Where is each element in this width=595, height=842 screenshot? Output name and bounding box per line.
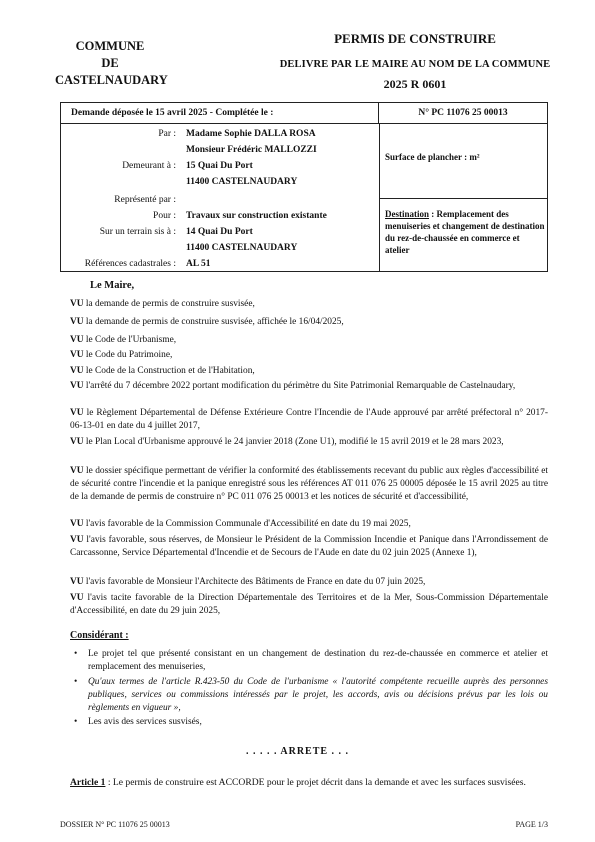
vu-item bbox=[70, 380, 548, 393]
vu-item bbox=[70, 334, 548, 347]
commune-line3: CASTELNAUDARY bbox=[55, 73, 168, 87]
vu-prefix: VU bbox=[70, 408, 84, 418]
considerant-item bbox=[74, 648, 548, 674]
demande-header bbox=[60, 102, 548, 124]
par-value-2: Monsieur Frédéric MALLOZZI bbox=[186, 145, 317, 155]
vu-item bbox=[70, 349, 548, 362]
considerant-title: Considérant : bbox=[70, 630, 129, 641]
represente-label: Représenté par : bbox=[114, 195, 176, 205]
vu-text: le Code de la Construction et de l'Habitation, bbox=[83, 366, 255, 376]
vu-prefix: VU bbox=[70, 519, 84, 529]
details-table bbox=[60, 124, 548, 272]
vu-prefix: VU bbox=[70, 350, 84, 360]
vu-prefix: VU bbox=[70, 535, 84, 545]
permis-number: 2025 R 0601 bbox=[383, 77, 447, 91]
vu-text: la demande de permis de construire susvisée, bbox=[83, 299, 255, 309]
demeurant-value-2: 11400 CASTELNAUDARY bbox=[186, 177, 298, 187]
considerant-text: Le projet tel que présenté consistant en un changement de destination du rez-de-chaussée en commerce et atelier et remplacement des menuiseries, bbox=[88, 649, 548, 672]
footer-page: PAGE 1/3 bbox=[515, 820, 548, 829]
vu-item bbox=[70, 534, 548, 560]
vu-prefix: VU bbox=[70, 381, 84, 391]
surface-plancher: Surface de plancher : m² bbox=[385, 152, 480, 162]
vu-prefix: VU bbox=[70, 317, 84, 327]
pc-number: N° PC 11076 25 00013 bbox=[418, 108, 508, 118]
pour-label: Pour : bbox=[153, 211, 176, 221]
vu-text: l'avis favorable de la Commission Communale d'Accessibilité en date du 19 mai 2025, bbox=[83, 519, 411, 529]
bullet-icon: • bbox=[74, 717, 78, 727]
vu-prefix: VU bbox=[70, 466, 84, 476]
vu-item bbox=[70, 518, 548, 531]
vu-item bbox=[70, 298, 548, 311]
permis-subtitle: DELIVRE PAR LE MAIRE AU NOM DE LA COMMUNE bbox=[279, 59, 551, 70]
arrete-heading: . . . . . ARRETE . . . bbox=[245, 746, 350, 757]
par-value-1: Madame Sophie DALLA ROSA bbox=[186, 129, 316, 139]
vu-text: le Plan Local d'Urbanisme approuvé le 24 janvier 2018 (Zone U1), modifié le 15 avril 2019 et le 28 mars 2023, bbox=[83, 437, 504, 447]
destination-label: Destination bbox=[385, 209, 430, 219]
permis-title-block bbox=[250, 30, 580, 92]
vu-text: l'avis favorable, sous réserves, de Monsieur le Président de la Commission Incendie et Panique dans l'Arrondissement de Carcassonne, Service Départemental d'Incendie et de Secours de l'Aude en date du 02 juin 2025 (Annexe 1), bbox=[70, 535, 548, 558]
vu-text: l'avis tacite favorable de la Direction Départementale des Territoires et de la Mer, Sous-Commission Départementale d'Accessibilité, en date du 29 juin 2025, bbox=[70, 593, 548, 616]
vu-item bbox=[70, 576, 548, 589]
references-label: Références cadastrales : bbox=[84, 259, 176, 269]
demeurant-value-1: 15 Quai Du Port bbox=[186, 161, 253, 171]
terrain-label: Sur un terrain sis à : bbox=[99, 227, 176, 237]
considerant-item bbox=[74, 716, 548, 729]
bullet-icon: • bbox=[74, 649, 78, 659]
vu-prefix: VU bbox=[70, 299, 84, 309]
destination-value: : Remplacement des menuiseries et changement de destination du rez-de-chaussée en commerce et atelier bbox=[385, 209, 545, 255]
commune-line1: COMMUNE bbox=[75, 39, 145, 53]
vu-prefix: VU bbox=[70, 593, 84, 603]
vu-prefix: VU bbox=[70, 335, 84, 345]
commune-name bbox=[55, 38, 168, 89]
vu-text: le Code de l'Urbanisme, bbox=[83, 335, 177, 345]
bullet-icon: • bbox=[74, 677, 78, 687]
vu-item bbox=[70, 436, 548, 449]
demande-date: Demande déposée le 15 avril 2025 - Complétée le : bbox=[61, 103, 379, 123]
vu-prefix: VU bbox=[70, 437, 84, 447]
vu-text: le Code du Patrimoine, bbox=[83, 350, 173, 360]
vu-item bbox=[70, 465, 548, 504]
table-divider-horizontal bbox=[379, 198, 547, 199]
vu-prefix: VU bbox=[70, 366, 84, 376]
references-value: AL 51 bbox=[186, 259, 211, 269]
vu-text: le dossier spécifique permettant de vérifier la conformité des établissements recevant du public aux règles d'accessibilité et de sécurité contre l'incendie et la panique enregistré sous les références AT 011 076 25 00005 déposée le 15 avril 2025 au titre de la demande de permis de construire n° PC 011 076 25 00013 et les notices de sécurité et d'accessibilité, bbox=[70, 466, 548, 502]
vu-item bbox=[70, 316, 548, 329]
vu-item bbox=[70, 407, 548, 433]
vu-item bbox=[70, 592, 548, 618]
commune-line2: DE bbox=[101, 56, 119, 70]
considerant-text: Qu'aux termes de l'article R.423-50 du Code de l'urbanisme « l'autorité compétente recueille auprès des personnes publiques, services ou commissions intéressés par le projet, les accords, avis ou décisions prévus par les lois ou règlements en vigueur », bbox=[88, 677, 548, 713]
le-maire: Le Maire, bbox=[90, 280, 135, 291]
vu-text: le Règlement Départemental de Défense Extérieure Contre l'Incendie de l'Aude approuvé par arrêté préfectoral n° 2017-06-13-01 en date du 4 juillet 2017, bbox=[70, 408, 548, 431]
vu-text: la demande de permis de construire susvisée, affichée le 16/04/2025, bbox=[83, 317, 344, 327]
par-label: Par : bbox=[158, 129, 176, 139]
vu-text: l'avis favorable de Monsieur l'Architecte des Bâtiments de France en date du 07 juin 2025, bbox=[83, 577, 426, 587]
article-1 bbox=[70, 776, 548, 790]
vu-prefix: VU bbox=[70, 577, 84, 587]
terrain-value-1: 14 Quai Du Port bbox=[186, 227, 253, 237]
vu-item bbox=[70, 365, 548, 378]
article-1-text: : Le permis de construire est ACCORDE pour le projet décrit dans la demande et avec les surfaces susvisées. bbox=[105, 777, 526, 788]
destination bbox=[385, 208, 545, 256]
considerant-text: Les avis des services susvisés, bbox=[88, 717, 202, 727]
permis-title: PERMIS DE CONSTRUIRE bbox=[334, 31, 496, 46]
article-1-heading: Article 1 bbox=[70, 777, 106, 788]
vu-text: l'arrêté du 7 décembre 2022 portant modification du périmètre du Site Patrimonial Remarquable de Castelnaudary, bbox=[83, 381, 516, 391]
pour-value: Travaux sur construction existante bbox=[186, 211, 327, 221]
footer-dossier: DOSSIER N° PC 11076 25 00013 bbox=[60, 820, 170, 829]
terrain-value-2: 11400 CASTELNAUDARY bbox=[186, 243, 298, 253]
demeurant-label: Demeurant à : bbox=[122, 161, 176, 171]
considerant-item bbox=[74, 676, 548, 715]
